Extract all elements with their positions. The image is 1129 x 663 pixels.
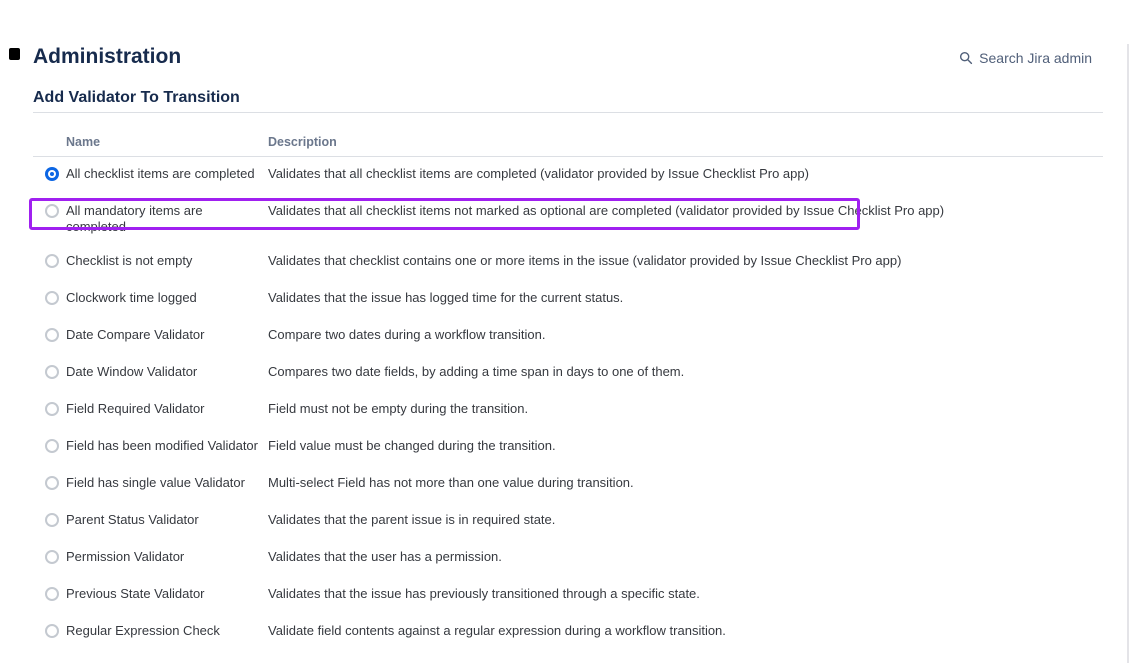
screen-artifact — [9, 48, 20, 60]
table-header — [33, 113, 1103, 157]
admin-page — [0, 44, 1127, 651]
validator-name: Date Window Validator — [66, 364, 198, 379]
table-row — [33, 466, 1103, 503]
validator-description: Validate field contents against a regular expression during a workflow transition. — [268, 623, 726, 638]
search-jira-admin[interactable] — [959, 50, 1092, 66]
validator-name: Field has been modified Validator — [66, 438, 258, 453]
validators-table — [33, 113, 1103, 651]
validator-name: Date Compare Validator — [66, 327, 205, 342]
validator-description: Validates that the parent issue is in required state. — [268, 512, 556, 527]
radio-unselected[interactable] — [45, 204, 59, 218]
radio-unselected[interactable] — [45, 439, 59, 453]
validator-description: Validates that checklist contains one or more items in the issue (validator provided by Issue Checklist Pro app) — [268, 253, 902, 268]
radio-unselected[interactable] — [45, 550, 59, 564]
validator-name: Field Required Validator — [66, 401, 205, 416]
validator-description: Validates that the user has a permission. — [268, 549, 502, 564]
radio-selected[interactable] — [45, 167, 59, 181]
validator-description: Validates that the issue has logged time for the current status. — [268, 290, 624, 305]
radio-cell — [33, 281, 66, 318]
table-row — [33, 392, 1103, 429]
search-icon — [959, 51, 973, 65]
table-row — [33, 355, 1103, 392]
table-row — [33, 318, 1103, 355]
validator-description: Multi-select Field has not more than one value during transition. — [268, 475, 634, 490]
validator-description: Field must not be empty during the transition. — [268, 401, 529, 416]
radio-cell — [33, 392, 66, 429]
validator-name: All mandatory items are completed — [66, 203, 203, 234]
radio-cell — [33, 577, 66, 614]
radio-cell — [33, 244, 66, 281]
validator-name: Previous State Validator — [66, 586, 205, 601]
validator-name: Regular Expression Check — [66, 623, 220, 638]
page-header — [33, 44, 1101, 70]
radio-unselected[interactable] — [45, 328, 59, 342]
radio-cell — [33, 355, 66, 392]
radio-cell — [33, 157, 66, 195]
radio-unselected[interactable] — [45, 476, 59, 490]
radio-cell — [33, 318, 66, 355]
validator-name: Checklist is not empty — [66, 253, 193, 268]
table-row — [33, 281, 1103, 318]
table-row — [33, 429, 1103, 466]
radio-cell — [33, 429, 66, 466]
table-row — [33, 577, 1103, 614]
section-title: Add Validator To Transition — [33, 88, 1103, 113]
radio-cell — [33, 540, 66, 577]
search-label: Search Jira admin — [979, 50, 1092, 66]
validator-description: Validates that all checklist items not marked as optional are completed (validator provided by Issue Checklist Pro app) — [268, 203, 945, 218]
validator-name: Permission Validator — [66, 549, 185, 564]
table-row — [33, 614, 1103, 651]
table-row — [33, 194, 1103, 244]
validator-name: All checklist items are completed — [66, 166, 255, 181]
radio-unselected[interactable] — [45, 402, 59, 416]
radio-cell — [33, 503, 66, 540]
radio-unselected[interactable] — [45, 254, 59, 268]
radio-unselected[interactable] — [45, 365, 59, 379]
table-row — [33, 540, 1103, 577]
radio-unselected[interactable] — [45, 291, 59, 305]
table-row — [33, 157, 1103, 195]
validator-description: Compares two date fields, by adding a time span in days to one of them. — [268, 364, 685, 379]
table-row — [33, 503, 1103, 540]
validator-name: Parent Status Validator — [66, 512, 199, 527]
page-title: Administration — [33, 45, 182, 68]
radio-dot — [48, 170, 56, 178]
radio-cell — [33, 466, 66, 503]
radio-unselected[interactable] — [45, 587, 59, 601]
validator-description: Validates that the issue has previously transitioned through a specific state. — [268, 586, 700, 601]
column-header-name: Name — [66, 113, 268, 157]
table-row — [33, 244, 1103, 281]
validator-name: Field has single value Validator — [66, 475, 245, 490]
radio-unselected[interactable] — [45, 624, 59, 638]
radio-unselected[interactable] — [45, 513, 59, 527]
radio-cell — [33, 194, 66, 244]
column-header-description: Description — [268, 113, 1103, 157]
validator-description: Validates that all checklist items are completed (validator provided by Issue Checklist Pro app) — [268, 166, 809, 181]
validator-description: Compare two dates during a workflow transition. — [268, 327, 546, 342]
radio-cell — [33, 614, 66, 651]
column-header-radio — [33, 113, 66, 157]
validator-name: Clockwork time logged — [66, 290, 197, 305]
validator-description: Field value must be changed during the transition. — [268, 438, 556, 453]
